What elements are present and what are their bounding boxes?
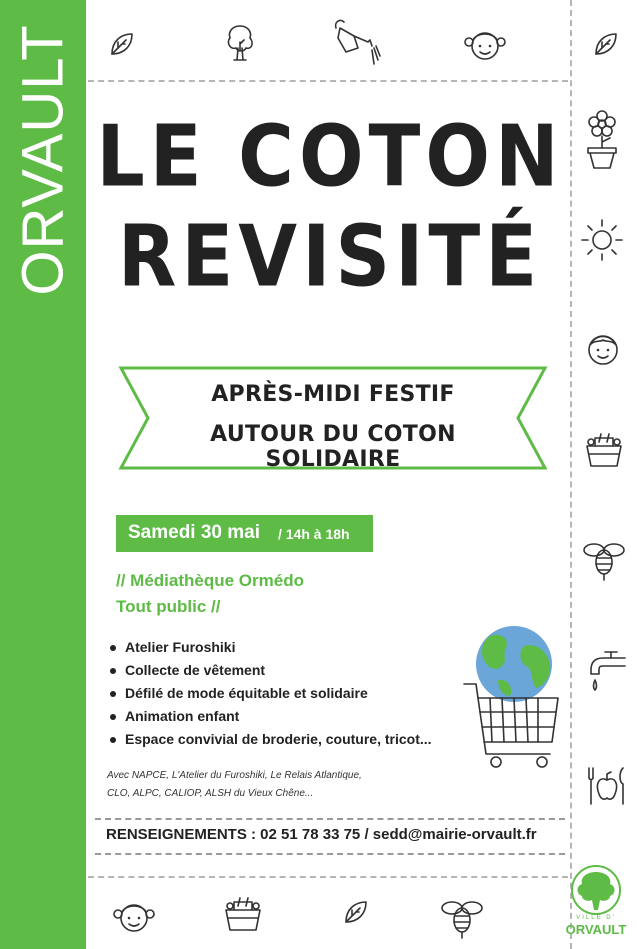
flower-pot-icon [580,108,624,170]
title-line-2: REVISITÉ [117,206,543,306]
contact-bottom-divider [95,853,565,855]
venue-line-1: // Médiathèque Ormédo [116,571,304,590]
activities-list [108,636,432,751]
sun-icon [580,218,624,262]
event-time: / 14h à 18h [278,526,350,542]
earth-shopping-cart-icon [462,624,564,770]
list-item: Collecte de vêtement [108,659,432,682]
bottom-dashed-border [88,876,568,878]
tree-icon [224,22,256,62]
event-date: Samedi 30 mai [128,522,261,543]
partners-line-1: Avec NAPCE, L'Atelier du Furoshiki, Le Relais Atlantique, [107,770,362,781]
girl-face-icon [463,24,507,64]
banner-line-1: APRÈS-MIDI FESTIF [211,382,455,407]
venue-line-2: Tout public // [116,597,221,616]
logo-name: ORVAULT [565,922,627,937]
orvault-logo [560,864,632,940]
list-item: Atelier Furoshiki [108,636,432,659]
watering-can-icon [332,16,384,72]
leaf-icon [342,898,370,926]
basket-icon [222,892,264,934]
contact-top-divider [95,818,565,820]
contact-info: RENSEIGNEMENTS : 02 51 78 33 75 / sedd@mairie-orvault.fr [106,826,537,843]
girl-face-icon [112,896,156,936]
partners-line-2: CLO, ALPC, CALIOP, ALSH du Vieux Chêne... [107,788,314,799]
tree-logo-icon [560,864,632,922]
list-item: Espace convivial de broderie, couture, tricot... [108,728,432,751]
faucet-icon [585,650,627,696]
title-line-1: LE COTON [96,106,564,206]
sidebar-label: ORVAULT [10,24,76,296]
list-item: Animation enfant [108,705,432,728]
list-item: Défilé de mode équitable et solidaire [108,682,432,705]
leaf-icon [592,30,620,58]
bee-icon [438,892,486,940]
banner-line-2: AUTOUR DU COTON SOLIDAIRE [210,422,456,472]
top-dashed-border [88,80,568,82]
leaf-icon [108,30,136,58]
boy-face-icon [585,330,621,368]
event-date-box [116,515,373,552]
basket-icon [583,428,625,470]
sidebar [0,0,86,949]
cutlery-apple-icon [585,766,629,806]
bee-icon [580,534,628,582]
logo-small-text: VILLE D' [576,915,616,921]
